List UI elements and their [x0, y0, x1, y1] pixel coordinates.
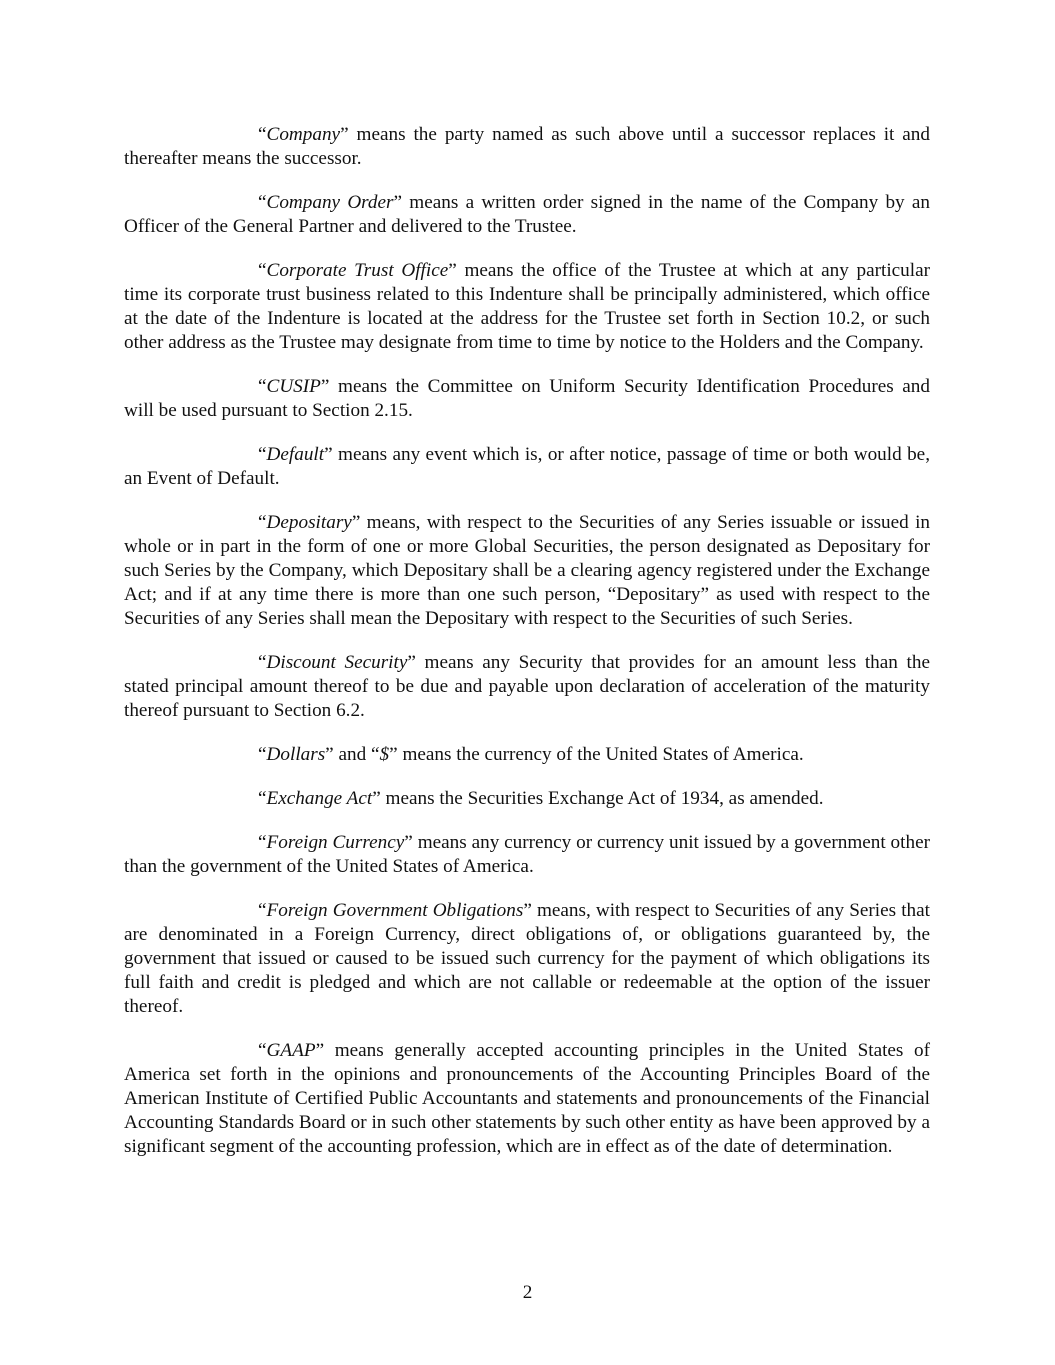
definition-discount-security: “Discount Security” means any Security that provides for an amount less than the stated principal amount thereof to be due and payable upon declaration of acceleration of the maturity thereof pursuant to Section 6.2.	[124, 652, 930, 721]
defined-term: Foreign Government Obligations	[266, 900, 524, 921]
defined-term: Foreign Currency	[266, 832, 405, 853]
defined-term: CUSIP	[266, 376, 321, 397]
page-number: 2	[522, 1282, 533, 1303]
defined-term: Default	[266, 444, 325, 465]
defined-term: $	[379, 744, 390, 765]
defined-term: Discount Security	[266, 652, 408, 673]
definition-default: “Default” means any event which is, or after notice, passage of time or both would be, an Event of Default.	[124, 444, 930, 489]
defined-term: Corporate Trust Office	[266, 260, 449, 281]
definition-text: means the Committee on Uniform Security Identification Procedures and will be used pursuant to Section 2.15.	[124, 376, 930, 421]
definition-company: “Company” means the party named as such above until a successor replaces it and thereafter means the successor.	[124, 124, 930, 169]
defined-term: Exchange Act	[266, 788, 373, 809]
definition-depositary: “Depositary” means, with respect to the Securities of any Series issuable or issued in whole or in part in the form of one or more Global Securities, the person designated as Depositary for such Series by the Company, which Depositary shall be a clearing agency registered under the Exchange Act; and if at any time there is more than one such person, “Depositary” as used with respect to the Securities of any Series shall mean the Depositary with respect to the Securities of such Series.	[124, 512, 930, 629]
defined-term: Depositary	[266, 512, 352, 533]
definition-text: means any event which is, or after notice, passage of time or both would be, an Event of Default.	[124, 444, 930, 489]
definition-text: means generally accepted accounting principles in the United States of America set forth in the opinions and pronouncements of the Accounting Principles Board of the American Institute of Certified Public Accountants and statements and pronouncements of the Financial Accounting Standards Board or in such other statements by such other entity as have been approved by a significant segment of the accounting profession, which are in effect as of the date of determination.	[124, 1040, 930, 1157]
document-body	[124, 123, 930, 1179]
definition-text: means the Securities Exchange Act of 1934, as amended.	[380, 788, 824, 809]
definition-text: means, with respect to the Securities of any Series issuable or issued in whole or in part in the form of one or more Global Securities, the person designated as Depositary for such Series by the Company, which Depositary shall be a clearing agency registered under the Exchange Act; and if at any time there is more than one such person, “Depositary” as used with respect to the Securities of any Series shall mean the Depositary with respect to the Securities of such Series.	[124, 512, 930, 629]
definition-text: means a written order signed in the name of the Company by an Officer of the General Partner and delivered to the Trustee.	[124, 192, 930, 237]
definition-foreign-government-obligations: “Foreign Government Obligations” means, with respect to Securities of any Series that are denominated in a Foreign Currency, direct obligations of, or obligations guaranteed by, the government that issued or caused to be issued such currency for the payment of which obligations its full faith and credit is pledged and which are not callable or redeemable at the option of the issuer thereof.	[124, 900, 930, 1017]
definition-text: means any currency or currency unit issued by a government other than the government of the United States of America.	[124, 832, 930, 877]
definition-text: means the currency of the United States of America.	[397, 744, 804, 765]
definition-text: means the office of the Trustee at which at any particular time its corporate trust business related to this Indenture shall be principally administered, which office at the date of the Indenture is located at the address for the Trustee set forth in Section 10.2, or such other address as the Trustee may designate from time to time by notice to the Holders and the Company.	[124, 260, 930, 353]
defined-term: Company Order	[266, 192, 394, 213]
defined-term: GAAP	[266, 1040, 316, 1061]
definition-gaap: “GAAP” means generally accepted accounting principles in the United States of America set forth in the opinions and pronouncements of the Accounting Principles Board of the American Institute of Certified Public Accountants and statements and pronouncements of the Financial Accounting Standards Board or in such other statements by such other entity as have been approved by a significant segment of the accounting profession, which are in effect as of the date of determination.	[124, 1040, 930, 1157]
defined-term: Company	[266, 124, 341, 145]
definition-company-order: “Company Order” means a written order signed in the name of the Company by an Officer of the General Partner and delivered to the Trustee.	[124, 192, 930, 237]
definition-text: means, with respect to Securities of any Series that are denominated in a Foreign Currency, direct obligations of, or obligations guaranteed by, the government that issued or caused to be issued such currency for the payment of which obligations its full faith and credit is pledged and which are not callable or redeemable at the option of the issuer thereof.	[124, 900, 930, 1017]
defined-term: Dollars	[266, 744, 326, 765]
definition-text: means any Security that provides for an amount less than the stated principal amount thereof to be due and payable upon declaration of acceleration of the maturity thereof pursuant to Section 6.2.	[124, 652, 930, 721]
definition-exchange-act: “Exchange Act” means the Securities Exchange Act of 1934, as amended.	[258, 788, 824, 809]
definition-corporate-trust-office: “Corporate Trust Office” means the office of the Trustee at which at any particular time its corporate trust business related to this Indenture shall be principally administered, which office at the date of the Indenture is located at the address for the Trustee set forth in Section 10.2, or such other address as the Trustee may designate from time to time by notice to the Holders and the Company.	[124, 260, 930, 353]
definition-text: means the party named as such above until a successor replaces it and thereafter means the successor.	[124, 124, 930, 169]
definition-cusip: “CUSIP” means the Committee on Uniform Security Identification Procedures and will be used pursuant to Section 2.15.	[124, 376, 930, 421]
definition-dollars: “Dollars” and “$” means the currency of the United States of America.	[258, 744, 804, 765]
definition-foreign-currency: “Foreign Currency” means any currency or currency unit issued by a government other than the government of the United States of America.	[124, 832, 930, 877]
